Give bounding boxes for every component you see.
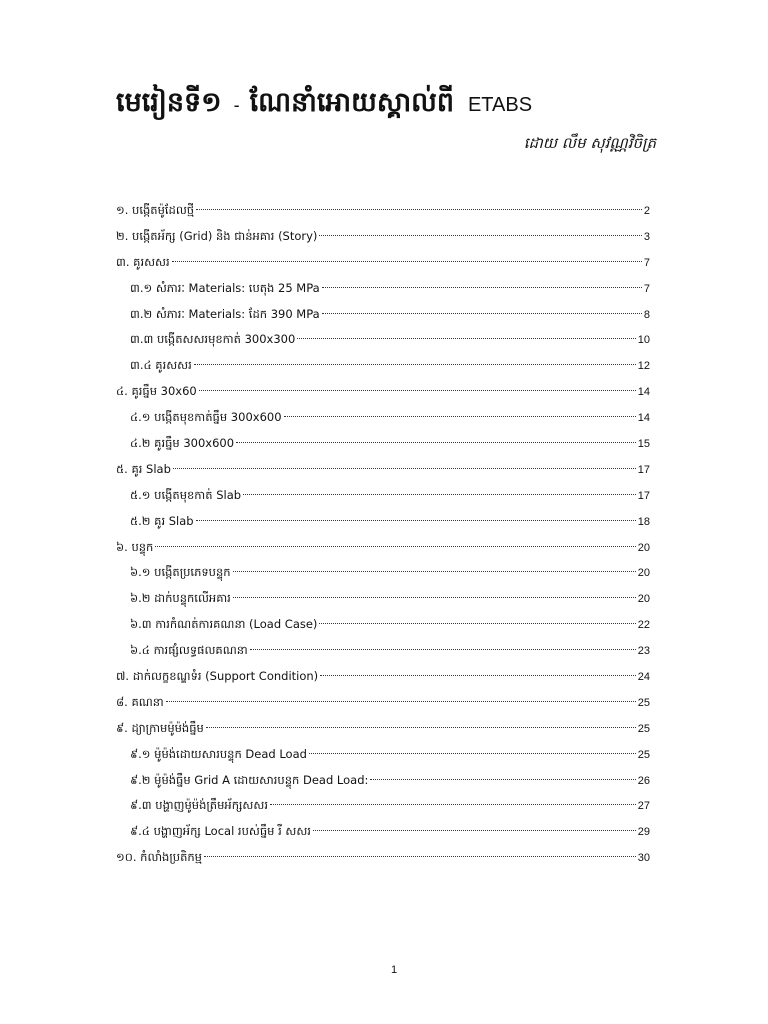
toc-entry-page: 2 [643, 205, 650, 217]
title-product: ETABS [467, 94, 533, 116]
toc-entry[interactable] [116, 353, 650, 379]
toc-dot-leader [233, 571, 636, 572]
document-title [116, 86, 532, 125]
toc-entry[interactable] [116, 768, 650, 794]
toc-dot-leader [313, 830, 636, 831]
toc-entry-label: ៥.២ គូរ Slab [130, 513, 194, 528]
toc-dot-leader [194, 364, 636, 365]
toc-entry-page: 12 [637, 360, 650, 373]
toc-entry[interactable] [116, 560, 650, 586]
toc-entry-page: 10 [637, 334, 650, 347]
toc-entry-page: 14 [637, 386, 650, 399]
toc-entry[interactable] [116, 483, 650, 509]
toc-entry[interactable] [116, 845, 650, 871]
toc-entry-label: ៣.៤ គូរសសរ [130, 358, 192, 373]
toc-entry[interactable] [116, 586, 650, 612]
toc-entry-page: 17 [637, 463, 650, 476]
toc-dot-leader [204, 856, 636, 857]
title-separator: - [233, 95, 240, 115]
toc-dot-leader [173, 468, 636, 469]
toc-dot-leader [196, 520, 636, 521]
toc-entry[interactable] [116, 612, 650, 638]
toc-entry[interactable] [116, 716, 650, 742]
toc-entry[interactable] [116, 793, 650, 819]
toc-entry[interactable] [116, 327, 650, 353]
toc-dot-leader [236, 442, 636, 443]
toc-dot-leader [250, 649, 636, 650]
toc-dot-leader [243, 494, 636, 495]
toc-entry-label: ៩. ដ្យាក្រាមម៉ូម៉ង់ធ្នឹម [116, 720, 204, 735]
toc-entry[interactable] [116, 250, 650, 276]
toc-entry[interactable] [116, 302, 650, 328]
toc-entry[interactable] [116, 664, 650, 690]
toc-entry[interactable] [116, 742, 650, 768]
toc-entry-label: ៦.២ ដាក់បន្ទុកលើអគារ [130, 591, 231, 606]
toc-entry-label: ៤.១ បង្កើតមុខកាត់ធ្នឹម 300x600 [130, 410, 282, 425]
toc-entry-page: 30 [637, 852, 650, 865]
toc-entry-page: 20 [637, 593, 650, 606]
toc-entry-page: 24 [637, 671, 650, 684]
toc-entry-label: ៩.៤ បង្ហាញអ័ក្ស Local របស់ធ្នឹម រឺ សសរ [130, 824, 311, 839]
toc-entry-label: ៦.៣ ការកំណត់ការគណនា (Load Case) [130, 617, 318, 632]
toc-entry[interactable] [116, 224, 650, 250]
toc-dot-leader [199, 390, 636, 391]
toc-dot-leader [155, 546, 635, 547]
toc-entry-page: 14 [637, 412, 650, 425]
toc-dot-leader [297, 338, 635, 339]
author-line: ដោយ លឹម សុវណ្ណវិចិត្រ [523, 134, 656, 152]
toc-entry-page: 25 [637, 748, 650, 761]
toc-entry-page: 18 [637, 515, 650, 528]
toc-dot-leader [320, 675, 636, 676]
toc-entry[interactable] [116, 457, 650, 483]
toc-entry[interactable] [116, 819, 650, 845]
toc-entry-page: 27 [637, 800, 650, 813]
toc-entry-label: ៧. ដាក់លក្ខខណ្ឌទំរ (Support Condition) [116, 669, 319, 684]
toc-entry-page: 23 [637, 645, 650, 658]
toc-entry-label: ២. បង្កើតអ័ក្ស (Grid) និង ជាន់អគារ (Story) [116, 228, 318, 243]
toc-entry-page: 26 [637, 774, 650, 787]
toc-entry-label: ៩.២ ម៉ូម៉ង់ធ្នឹម Grid A ដោយសារបន្ទុក Dead Load: [130, 772, 369, 787]
toc-entry-label: ៩.៣ បង្ហាញម៉ូម៉ង់ត្រឹមអ័ក្សសសរ [130, 798, 268, 813]
toc-entry-label: ៣.៣ បង្កើតសសរមុខកាត់ 300x300 [130, 332, 296, 347]
toc-dot-leader [206, 727, 636, 728]
title-subtitle: ណែនាំអោយស្គាល់ពី [249, 87, 454, 118]
toc-entry-label: ៦.១ បង្កើតប្រភេទបន្ទុក [130, 565, 231, 580]
toc-entry[interactable] [116, 198, 650, 224]
toc-dot-leader [233, 597, 636, 598]
toc-entry[interactable] [116, 638, 650, 664]
toc-entry-page: 29 [637, 826, 650, 839]
toc-entry-page: 15 [637, 438, 650, 451]
toc-entry-label: ៦.៤ ការផ្សំលទ្ធផលគណនា [130, 643, 248, 658]
toc-dot-leader [196, 209, 642, 210]
toc-entry[interactable] [116, 276, 650, 302]
toc-entry-label: ៥.១ បង្កើតមុខកាត់ Slab [130, 487, 242, 502]
toc-entry-label: ៤.២ គូរធ្នឹម 300x600 [130, 436, 235, 451]
toc-entry-label: ៣.១ សំភារៈ Materials: បេតុង 25 MPa [130, 280, 320, 295]
toc-entry-page: 8 [643, 308, 650, 321]
toc-dot-leader [172, 261, 642, 262]
toc-entry-label: ១០. កំលាំងប្រតិកម្ម [116, 850, 202, 865]
toc-entry-label: ៣.២ សំភារៈ Materials: ដែក 390 MPa [130, 306, 320, 321]
toc-entry-page: 3 [643, 230, 650, 243]
toc-entry[interactable] [116, 509, 650, 535]
toc-entry-label: ៣. គូរសសរ [116, 254, 170, 269]
toc-dot-leader [370, 779, 635, 780]
table-of-contents [116, 198, 650, 871]
toc-entry-label: ៥. គូរ Slab [116, 461, 171, 476]
toc-entry-page: 25 [637, 696, 650, 709]
toc-dot-leader [319, 623, 635, 624]
toc-entry-page: 17 [637, 489, 650, 502]
toc-entry-page: 22 [637, 619, 650, 632]
toc-entry-label: ១. បង្កើតម៉ូដែលថ្មី [116, 203, 195, 217]
toc-dot-leader [166, 701, 636, 702]
toc-entry[interactable] [116, 405, 650, 431]
toc-entry[interactable] [116, 690, 650, 716]
toc-dot-leader [270, 804, 636, 805]
toc-entry-page: 25 [637, 722, 650, 735]
toc-entry[interactable] [116, 535, 650, 561]
toc-entry-label: ៤. គូរធ្នឹម 30x60 [116, 384, 197, 399]
toc-dot-leader [322, 313, 642, 314]
toc-entry-label: ៦. បន្ទុក [116, 539, 154, 554]
toc-entry-label: ៨. គណនា [116, 694, 164, 709]
toc-entry-page: 7 [643, 282, 650, 295]
toc-entry-page: 20 [637, 567, 650, 580]
page-number: 1 [390, 964, 398, 976]
toc-dot-leader [319, 235, 641, 236]
toc-entry-label: ៩.១ ម៉ូម៉ង់ដោយសារបន្ទុក Dead Load [130, 746, 307, 761]
toc-dot-leader [284, 416, 636, 417]
toc-entry-page: 7 [643, 256, 650, 269]
toc-entry[interactable] [116, 379, 650, 405]
title-lesson: មេរៀនទី១ [116, 87, 222, 118]
toc-dot-leader [309, 753, 636, 754]
toc-entry-page: 20 [637, 541, 650, 554]
toc-dot-leader [322, 287, 642, 288]
toc-entry[interactable] [116, 431, 650, 457]
